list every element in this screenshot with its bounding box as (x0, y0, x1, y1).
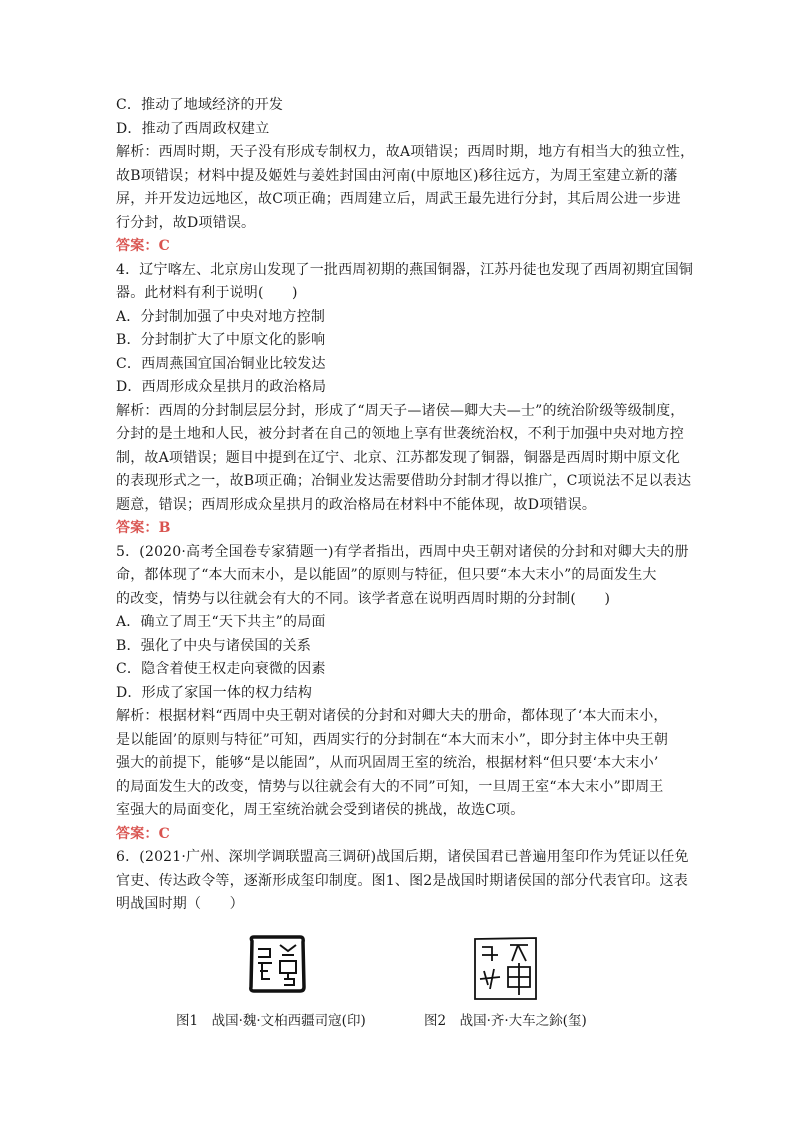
seal-figures (116, 927, 688, 1047)
answer-line: 答案：C (116, 238, 170, 254)
seal-stamp-figure-2 (468, 933, 542, 1005)
question-line: 明战国时期（ ） (116, 896, 244, 912)
question-line: 6．(2021·广州、深圳学调联盟高三调研)战国后期，诸侯国君已普遍用玺印作为凭证以任免 (116, 849, 689, 865)
text-line: 制，故A项错误；题目中提到在辽宁、北京、江苏都发现了铜器，铜器是西周时期中原文化 (116, 449, 681, 466)
answer-line: 答案：C (116, 825, 170, 842)
text-line: 解析：西周时期，天子没有形成专制权力，故A项错误；西周时期，地方有相当大的独立性， (116, 144, 695, 160)
text-line: 的局面发生大的改变，情势与以往就会有大的不同”可知，一旦周王室“本大末小”即周王 (116, 778, 664, 795)
text-line: 题意，错误；西周形成众星拱月的政治格局在材料中不能体现，故D项错误。 (116, 496, 597, 513)
text-line: 分封的是土地和人民，被分封者在自己的领地上享有世袭统治权，不利于加强中央对地方控 (116, 426, 684, 442)
question-line: 器。此材料有利于说明( ) (116, 285, 298, 301)
option-line: B．强化了中央与诸侯国的关系 (116, 637, 312, 654)
text-line: 解析：根据材料“西周中央王朝对诸侯的分封和对卿大夫的册命，都体现了‘本大而末小， (116, 708, 668, 724)
text-line: 屏，并开发边远地区，故C项正确；西周建立后，周武王最先进行分封，其后周公进一步进 (116, 191, 681, 207)
option-line: D．形成了家国一体的权力结构 (116, 684, 313, 701)
seal-stamp-figure-1 (246, 933, 308, 995)
question-line: 4．辽宁喀左、北京房山发现了一批西周初期的燕国铜器，江苏丹徒也发现了西周初期宜国铜 (116, 261, 694, 278)
text-line: 室强大的局面变化，周王室统治就会受到诸侯的挑战，故选C项。 (116, 802, 525, 818)
question-line: 的改变，情势与以往就会有大的不同。该学者意在说明西周时期的分封制( ) (116, 590, 611, 607)
question-line: 命，都体现了“本大而末小，是以能固”的原则与特征，但只要“本大末小”的局面发生大 (116, 567, 657, 583)
option-line: A．确立了周王“天下共主”的局面 (116, 614, 326, 630)
option-line: C．西周燕国宜国冶铜业比较发达 (116, 355, 326, 372)
document-body (116, 94, 695, 917)
answer-line: 答案：B (116, 520, 171, 536)
text-line: D．推动了西周政权建立 (116, 120, 270, 137)
option-line: B．分封制扩大了中原文化的影响 (116, 332, 326, 348)
option-line: C．隐含着使王权走向衰微的因素 (116, 661, 326, 677)
option-line: D．西周形成众星拱月的政治格局 (116, 379, 327, 395)
text-line: 的表现形式之一，故B项正确；冶铜业发达需要借助分封制才得以推广，C项说法不足以表达 (116, 473, 692, 489)
text-line: 行分封，故D项错误。 (116, 214, 256, 231)
text-line: C．推动了地域经济的开发 (116, 97, 284, 113)
figure-1-caption: 图1 战国·魏·文桕西疆司寇(印) (176, 1012, 366, 1029)
figure-2-caption: 图2 战国·齐·大车之鉩(玺) (424, 1012, 587, 1029)
question-line: 官吏、传达政令等，逐渐形成玺印制度。图1、图2是战国时期诸侯国的部分代表官印。这表 (116, 872, 689, 889)
question-line: 5．(2020·高考全国卷专家猜题一)有学者指出，西周中央王朝对诸侯的分封和对卿大夫的册 (116, 543, 689, 560)
document-page (116, 94, 695, 1047)
text-line: 强大的前提下，能够“是以能固”，从而巩固周王室的统治，根据材料“但只要‘本大末小’ (116, 755, 659, 771)
text-line: 故B项错误；材料中提及姬姓与姜姓封国由河南(中原地区)移往远方，为周王室建立新的藩 (116, 167, 678, 184)
option-line: A．分封制加强了中央对地方控制 (116, 308, 326, 325)
text-line: 是以能固’的原则与特征”可知，西周实行的分封制在“本大而末小”，即分封主体中央王朝 (116, 731, 669, 748)
text-line: 解析：西周的分封制层层分封，形成了“周天子—诸侯—卿大夫—士”的统治阶级等级制度， (116, 402, 685, 419)
